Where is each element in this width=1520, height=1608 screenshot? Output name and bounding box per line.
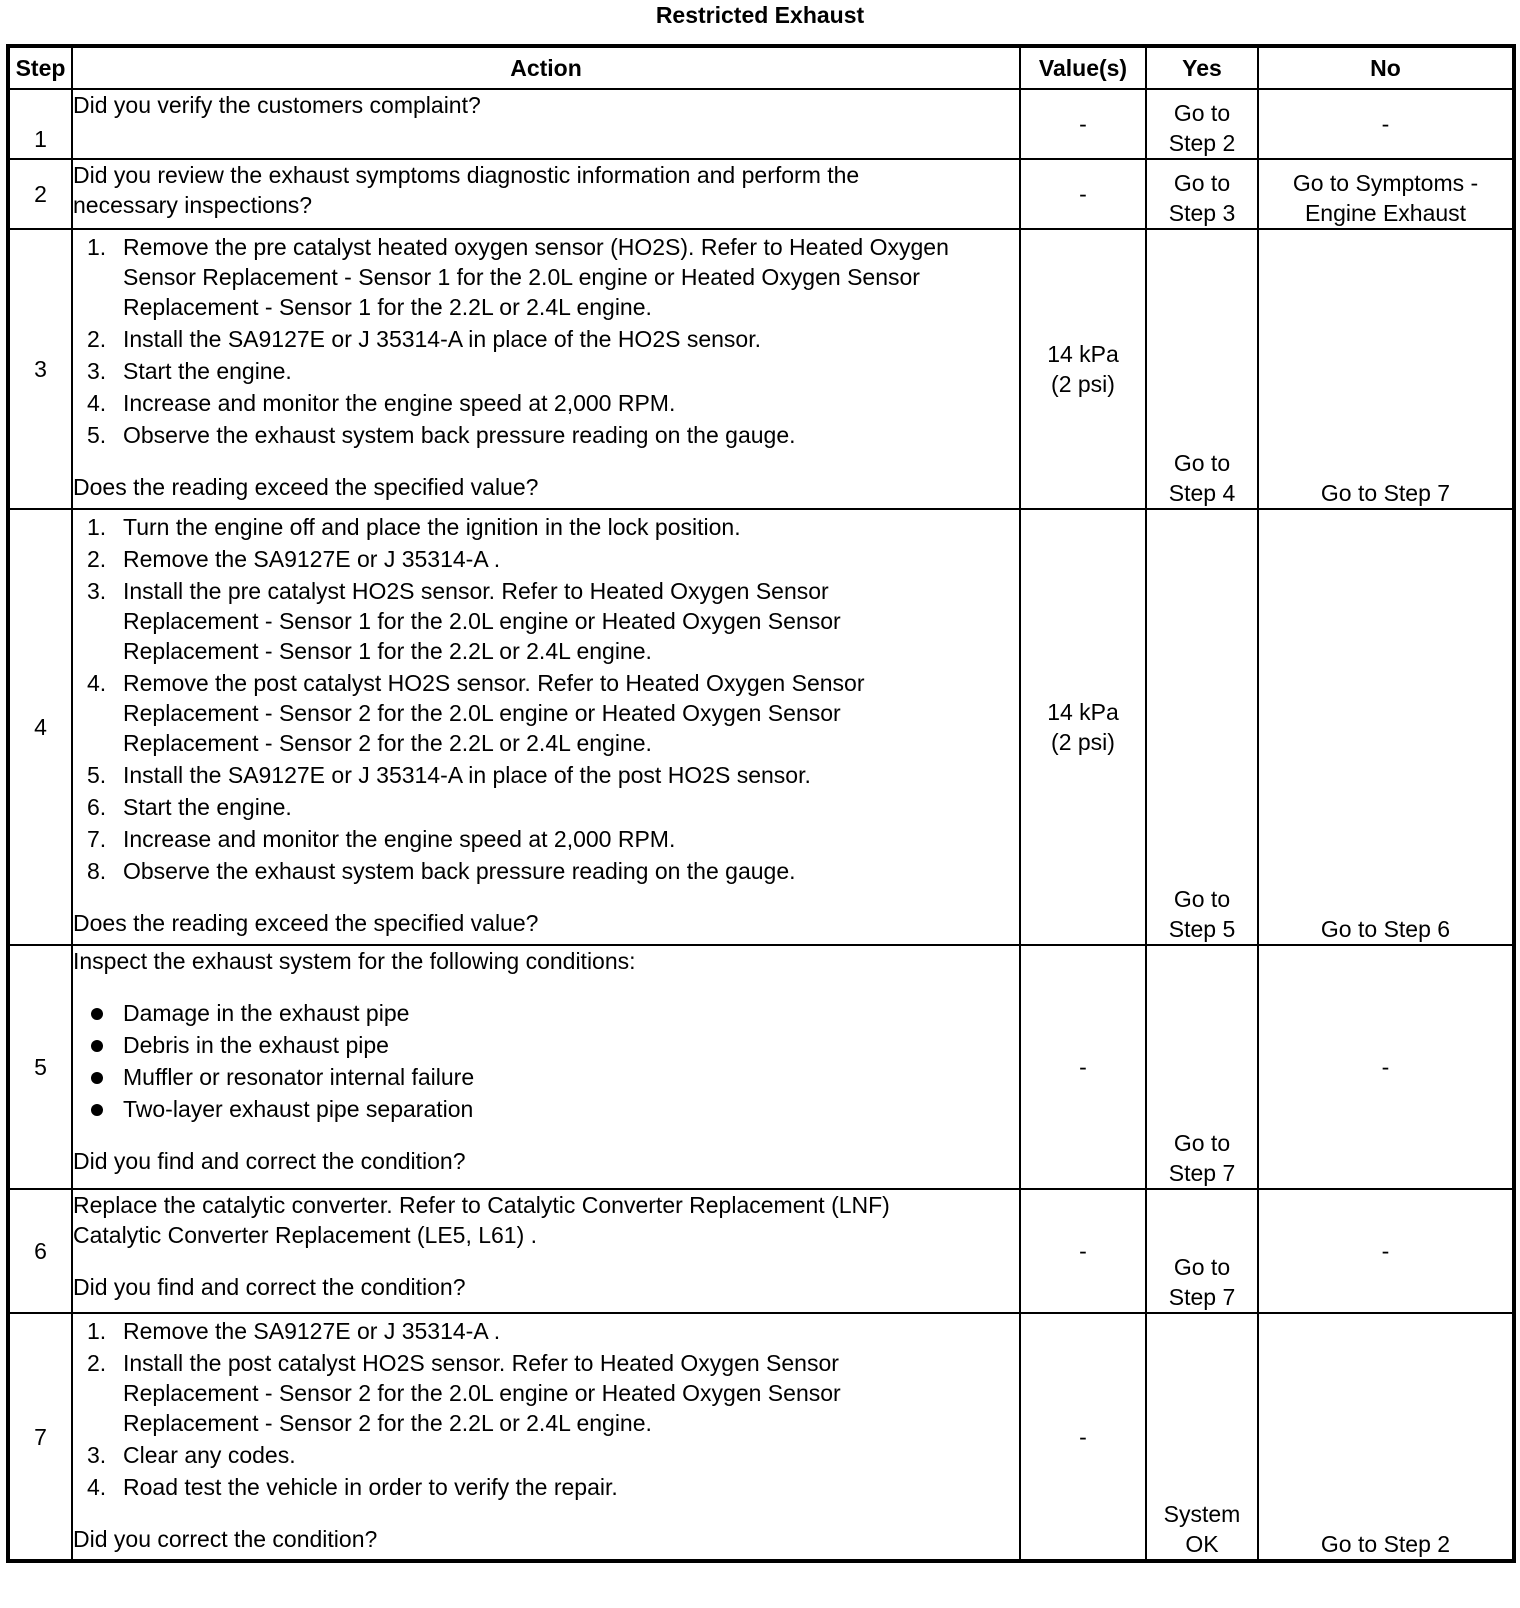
list-item: Two-layer exhaust pipe separation [73,1094,1019,1124]
step-number: 4 [8,509,72,945]
step-action [72,1313,1020,1561]
diagnostic-table [6,44,1516,1563]
numbered-list [73,232,1019,450]
list-item: 3. Install the pre catalyst HO2S sensor. Refer to Heated Oxygen Sensor Replacement - Sensor 1 for the 2.0L engine or Heated Oxygen Sensor Replacement - Sensor 1 for the 2.2L or 2.4L engine. [87,578,841,664]
no-line: Engine Exhaust [1304,200,1467,226]
step-value: 14 kPa (2 psi) [1020,509,1146,945]
yes-line: Go to [1173,100,1231,126]
bullet-icon [91,1072,103,1084]
step-yes [1146,89,1258,159]
step-number: 2 [8,159,72,229]
step-value: - [1020,89,1146,159]
step-number: 7 [8,1313,72,1561]
list-item: 2. Install the SA9127E or J 35314-A in place of the HO2S sensor. [87,326,762,352]
step-yes: Go to Step 7 [1146,945,1258,1189]
step-value: 14 kPa (2 psi) [1020,229,1146,509]
action-text: Did you verify the customers complaint? [73,92,481,118]
step-action [72,509,1020,945]
list-item: 4. Remove the post catalyst HO2S sensor. Refer to Heated Oxygen Sensor Replacement - Sensor 2 for the 2.0L engine or Heated Oxygen Sensor Replacement - Sensor 2 for the 2.2L or 2.4L engine. [87,670,865,756]
list-item: 1. Remove the pre catalyst heated oxygen sensor (HO2S). Refer to Heated Oxygen Sensor Replacement - Sensor 1 for the 2.0L engine or Heated Oxygen Sensor Replacement - Sensor 1 for the 2.2L or 2.4L engine. [87,234,949,320]
list-item: 8. Observe the exhaust system back pressure reading on the gauge. [87,858,796,884]
numbered-list [73,1316,1019,1502]
header-no: No [1258,46,1514,89]
header-yes: Yes [1146,46,1258,89]
step-number: 6 [8,1189,72,1313]
step-number: 5 [8,945,72,1189]
step-action [72,89,1020,159]
step-number: 3 [8,229,72,509]
table-row-step-4 [8,509,1514,945]
list-item: 3. Start the engine. [87,358,292,384]
yes-line: Go to [1173,170,1231,196]
step-value: - [1020,1189,1146,1313]
step-action [72,159,1020,229]
step-value: - [1020,159,1146,229]
table-header-row [8,46,1514,89]
table-row-step-6 [8,1189,1514,1313]
question-text: Does the reading exceed the specified value? [73,474,539,500]
list-item: 5. Install the SA9127E or J 35314-A in place of the post HO2S sensor. [87,762,811,788]
list-item: 1. Remove the SA9127E or J 35314-A . [87,1318,501,1344]
action-line: Did you review the exhaust symptoms diagnostic information and perform the [73,162,860,188]
intro-text: Inspect the exhaust system for the following conditions: [73,948,636,974]
list-item: 5. Observe the exhaust system back pressure reading on the gauge. [87,422,796,448]
step-yes: Go to Step 4 [1146,229,1258,509]
list-item: Damage in the exhaust pipe [73,998,1019,1028]
question-text: Did you correct the condition? [73,1526,378,1552]
bullet-icon [91,1008,103,1020]
question-text: Does the reading exceed the specified value? [73,910,539,936]
table-row-step-7 [8,1313,1514,1561]
list-item: 6. Start the engine. [87,794,292,820]
action-line: necessary inspections? [73,192,313,218]
no-line: Go to Symptoms - [1292,170,1479,196]
list-item: 4. Increase and monitor the engine speed at 2,000 RPM. [87,390,676,416]
bullet-icon [91,1040,103,1052]
list-item: 2. Install the post catalyst HO2S sensor. Refer to Heated Oxygen Sensor Replacement - Sensor 2 for the 2.0L engine or Heated Oxygen Sensor Replacement - Sensor 2 for the 2.2L or 2.4L engine. [87,1350,841,1436]
list-item: 4. Road test the vehicle in order to verify the repair. [87,1474,618,1500]
question-text: Did you find and correct the condition? [73,1148,466,1174]
list-item: 3. Clear any codes. [87,1442,296,1468]
step-yes [1146,159,1258,229]
step-number: 1 [8,89,72,159]
step-no: - [1258,945,1514,1189]
step-no: Go to Step 2 [1258,1313,1514,1561]
action-line: Catalytic Converter Replacement (LE5, L61) . [73,1222,538,1248]
bullet-icon [91,1104,103,1116]
list-item: 7. Increase and monitor the engine speed at 2,000 RPM. [87,826,676,852]
page-title: Restricted Exhaust [655,2,865,28]
step-action [72,229,1020,509]
table-row-step-3 [8,229,1514,509]
table-row-step-5 [8,945,1514,1189]
yes-line: Step 2 [1168,130,1236,156]
header-action: Action [72,46,1020,89]
step-no: Go to Step 7 [1258,229,1514,509]
list-item: 2. Remove the SA9127E or J 35314-A . [87,546,501,572]
list-item: 1. Turn the engine off and place the ignition in the lock position. [87,514,741,540]
step-action [72,1189,1020,1313]
question-text: Did you find and correct the condition? [73,1274,466,1300]
step-no: Go to Step 6 [1258,509,1514,945]
header-step: Step [8,46,72,89]
numbered-list [73,512,1019,886]
action-line: Replace the catalytic converter. Refer to Catalytic Converter Replacement (LNF) [73,1192,890,1218]
step-action [72,945,1020,1189]
header-values: Value(s) [1020,46,1146,89]
step-yes: Go to Step 5 [1146,509,1258,945]
step-no: - [1258,89,1514,159]
list-item: Debris in the exhaust pipe [73,1030,1019,1060]
step-yes: Go to Step 7 [1146,1189,1258,1313]
step-value: - [1020,1313,1146,1561]
bullet-list [73,998,1019,1124]
yes-line: Step 3 [1168,200,1236,226]
step-yes: System OK [1146,1313,1258,1561]
step-value: - [1020,945,1146,1189]
table-row-step-1 [8,89,1514,159]
step-no [1258,159,1514,229]
step-no: - [1258,1189,1514,1313]
list-item: Muffler or resonator internal failure [73,1062,1019,1092]
table-row-step-2 [8,159,1514,229]
